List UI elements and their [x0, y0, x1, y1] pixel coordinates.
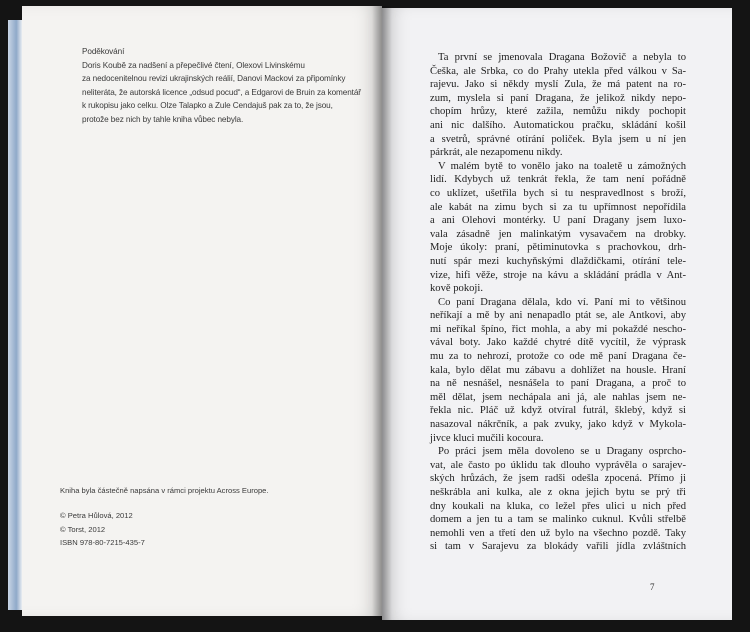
text-line: V malém bytě to vonělo jako na toaletě u zámožných	[438, 160, 686, 172]
text-line: zum, myslela si paní Dragana, že jelikož nikdy nepo-	[430, 92, 686, 104]
book-gutter	[372, 6, 392, 620]
text-line: Moje úkoly: praní, pětiminutovka s prachovkou, drh-	[430, 242, 686, 254]
text-line: jivce kluci mučili kocoura.	[430, 432, 544, 444]
text-line: nutí spár mezi kuchyňskými dlaždičkami, otírání tele-	[430, 255, 686, 267]
acknowledgements-line: za nedocenitelnou revizi ukrajinských reálií, Danovi Mackovi za připomínky	[82, 74, 346, 84]
text-line: Co paní Dragana dělala, kdo ví. Paní mi to většinou	[438, 296, 686, 308]
text-line: vával boty. Jako každé chytré dítě vycítil, že výprask	[430, 337, 686, 349]
text-line: co uklízet, ušetřila bych si tu nespravedlnost s broží,	[430, 187, 686, 199]
text-line: ale kabát na zimu bych si za tu upřímnost nepořídila	[430, 201, 686, 213]
text-line: vat, ale často po úklidu tak dlouho vyprávěla o sarajev-	[430, 459, 686, 471]
text-line: mi neříkal špíno, řict mohla, a aby mi pokaždé nescho-	[430, 323, 686, 335]
text-line: na ně nesnášel, nesnášela to paní Dragana, a proč to	[430, 378, 686, 390]
text-line: neškrábla ani kulka, ale z okna jejich bytu se prý tři	[430, 487, 686, 498]
project-note: Kniha byla částečně napsána v rámci projektu Across Europe.	[60, 486, 269, 495]
text-line: Ta první se jmenovala Dragana Božovič a nebyla to	[438, 52, 686, 63]
acknowledgements	[82, 45, 361, 127]
text-line: kala, bylo dělat mu zábavu a dohlížet na housle. Hraní	[430, 364, 686, 376]
text-line: měl dělat, jsem nechápala ani já, ale nahlas jsem ne-	[430, 391, 686, 403]
acknowledgements-line: k rukopisu jako celku. Olze Talapko a Zule Cendajuš pak za to, že jsou,	[82, 101, 333, 111]
text-line: vala zásadně jen malinkatým vysavačem na drobky.	[430, 228, 686, 240]
text-line: řekla nic. Pláč už když otvíral futrál, šklebý, když si	[430, 405, 686, 417]
text-line: rajevu. Jako si někdy myslí Zula, že má patent na ro-	[430, 79, 686, 91]
acknowledgements-line: Doris Koubě za nadšení a přepečlivé čtení, Olexovi Livinskému	[82, 60, 305, 70]
text-line: nasazoval nákrčník, a pak zvuky, jako když v Mykola-	[430, 419, 686, 431]
text-line: chopím hrůzy, které zažila, nemůžu nikdy pochopit	[430, 106, 686, 118]
text-line: ani nic dalšího. Automatickou pračku, skládání košil	[430, 119, 686, 131]
text-line: si tam v Sarajevu za blokády vařili jídla zvláštních	[430, 541, 686, 553]
text-line: a svetrů, správné otírání poliček. Byla jsem u ní jen	[430, 133, 686, 145]
text-line: Češka, ale Srbka, co do Prahy utekla před válkou v Sa-	[430, 65, 686, 77]
text-line: nemohli ven a třetí den už bylo na všechno pozdě. Taky	[430, 527, 686, 539]
text-line: párkrát, ale nezapomenu nikdy.	[430, 147, 563, 159]
acknowledgements-line: neliteráta, že autorská licence „odsud pocud“, a Edgarovi de Bruin za komentář	[82, 87, 361, 97]
page-number: 7	[650, 582, 655, 592]
acknowledgements-line: protože bez nich by tahle kniha vůbec nebyla.	[82, 114, 244, 124]
text-line: lidí. Kdybych už tenkrát řekla, že tam není pořádně	[430, 174, 686, 186]
book-cover-edge	[8, 20, 22, 610]
isbn: ISBN 978-80-7215-435-7	[60, 538, 145, 548]
text-line: kově pokoji.	[430, 283, 483, 295]
main-text	[430, 51, 686, 554]
acknowledgements-title: Poděkování	[82, 47, 125, 56]
copyright-publisher: © Torst, 2012	[60, 524, 106, 534]
copyright-author: © Petra Hůlová, 2012	[60, 511, 133, 521]
text-line: dny koukali na kluka, co ležel přes ulici u nich před	[430, 500, 686, 512]
text-line: ských hrůzách, že jsem radši odešla zpocená. Přímo ji	[430, 473, 686, 485]
text-line: neříkají a mě by ani nenapadlo ptát se, ale Antkovi, aby	[430, 310, 686, 322]
colophon	[60, 484, 320, 550]
text-line: vize, hifi věže, stroje na kávu a skládání prádla v Ant-	[430, 269, 686, 281]
text-line: a ani Olehovi montérky. U paní Dragany jsem luxo-	[430, 215, 686, 227]
text-line: domem a jen tu a tam se malinko cuknul. Kvůli střelbě	[430, 514, 686, 526]
text-line: mu za to nehrozí, protože co ode mě paní Dragana če-	[430, 351, 686, 363]
text-line: Po práci jsem měla dovoleno se u Dragany osprcho-	[438, 446, 686, 458]
